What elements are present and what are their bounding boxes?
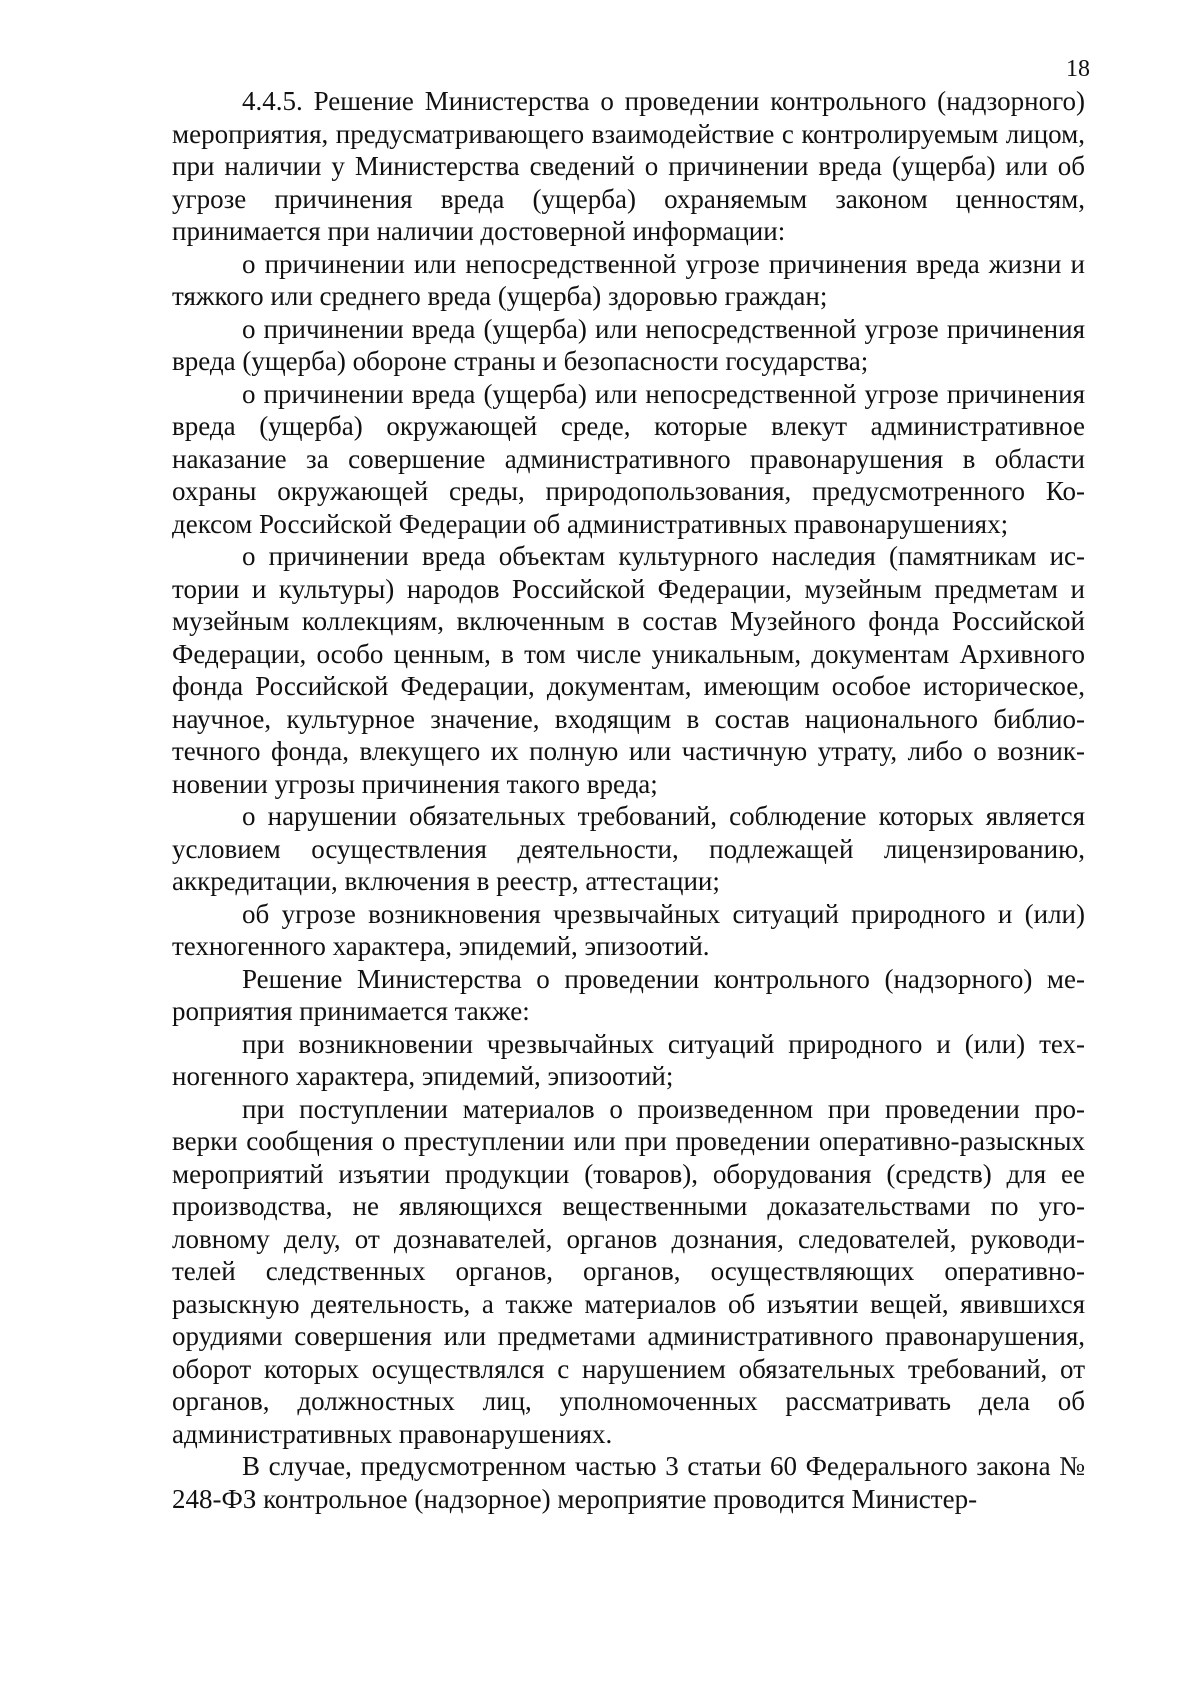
paragraph-harm-to-defense: о причинении вреда (ущерба) или непосредственной угрозе причинения вреда (ущерба) обороне страны и безопасности государства;: [172, 313, 1085, 376]
paragraph-licensing-violations: о нарушении обязательных требований, соблюдение которых является условием осуществления деятельности, подлежащей лицензированию, аккредитации, включения в реестр, аттестации;: [172, 801, 1085, 896]
paragraph-emergency-occurrence: при возникновении чрезвычайных ситуаций природного и (или) техногенного характера, эпидемий, эпизоотий;: [172, 1028, 1085, 1091]
paragraph-emergency-threat: об угрозе возникновения чрезвычайных ситуаций природного и (или) техногенного характера, эпидемий, эпизоотий.: [172, 898, 1085, 961]
paragraph-harm-to-life: о причинении или непосредственной угрозе причинения вреда жизни и тяжкого или среднего вреда (ущерба) здоровью граждан;: [172, 248, 1085, 311]
paragraph-harm-to-cultural-heritage: о причинении вреда объектам культурного наследия (памятникам истории и культуры) народов Российской Федерации, музейным предметам и музейным коллекциям, включенным в состав Музейного фонда Российской Федерации, особо ценным, в том числе уникальным, документам Архивного фонда Российской Федерации, документам, имеющим особое историческое, научное, культурное значение, входящим в состав национального библиотечного фонда, влекущего их полную или частичную утрату, либо о возникновении угрозы причинения такого вреда;: [172, 541, 1085, 799]
page-number: 18: [1066, 56, 1090, 82]
paragraph-4-4-5: 4.4.5. Решение Министерства о проведении контрольного (надзорного) мероприятия, предусматривающего взаимодействие с контролируемым лицом, при наличии у Министерства сведений о причинении вреда (ущерба) или об угрозе причинения вреда (ущерба) охраняемым законом ценностям, принимается при наличии достоверной информации:: [172, 86, 1085, 246]
paragraph-decision-also: Решение Министерства о проведении контрольного (надзорного) мероприятия принимается также:: [172, 963, 1085, 1026]
paragraph-harm-to-environment: о причинении вреда (ущерба) или непосредственной угрозе причинения вреда (ущерба) окружающей среде, которые влекут административное наказание за совершение административного правонарушения в области охраны окружающей среды, природопользования, предусмотренного Кодексом Российской Федерации об административных правонарушениях;: [172, 378, 1085, 539]
paragraph-seized-materials: при поступлении материалов о произведенном при проведении проверки сообщения о преступлении или при проведении оперативно-разыскных мероприятий изъятии продукции (товаров), оборудования (средств) для ее производства, не являющихся вещественными доказательствами по уголовному делу, от дознавателей, органов дознания, следователей, руководителей следственных органов, органов, осуществляющих оперативно-разыскную деятельность, а также материалов об изъятии вещей, явившихся орудиями совершения или предметами административного правонарушения, оборот которых осуществлялся с нарушением обязательных требований, от органов, должностных лиц, уполномоченных рассматривать дела об административных правонарушениях.: [172, 1093, 1085, 1449]
document-body: [172, 85, 1085, 1515]
paragraph-article-60: В случае, предусмотренном частью 3 статьи 60 Федерального закона № 248-ФЗ контрольное (надзорное) мероприятие проводится Министер-: [172, 1451, 1085, 1514]
